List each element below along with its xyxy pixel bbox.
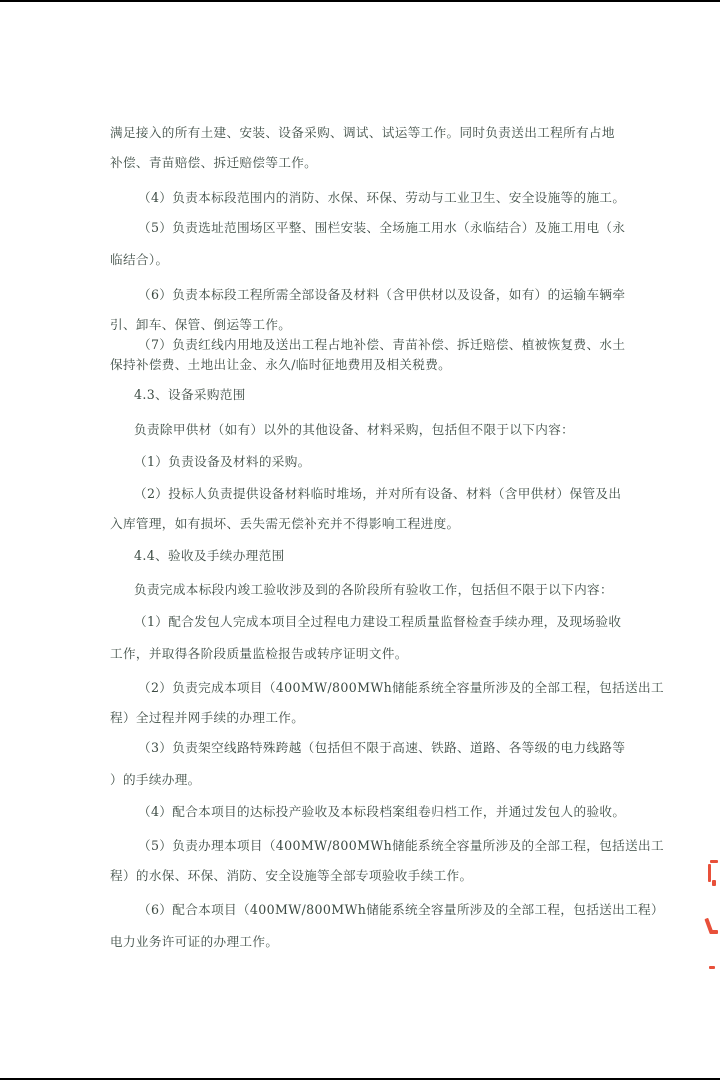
red-seal-stamp-partial (706, 858, 720, 978)
text-line: 满足接入的所有土建、安装、设备采购、调试、试运等工作。同时负责送出工程所有占地 (110, 125, 615, 140)
list-item-5: （5）负责办理本项目（400MW/800MWh储能系统全容量所涉及的全部工程，包括送出工 (138, 838, 664, 853)
top-border (0, 0, 720, 2)
text-line: 工作，并取得各阶段质量监检报告或转序证明文件。 (110, 646, 408, 661)
text-line: 保持补偿费、土地出让金、永久/临时征地费用及相关税费。 (110, 357, 452, 372)
text-line: ）的手续办理。 (110, 772, 201, 787)
list-item-6: （6）负责本标段工程所需全部设备及材料（含甲供材以及设备，如有）的运输车辆牵 (138, 287, 626, 302)
text-line: 引、卸车、保管、倒运等工作。 (110, 317, 292, 332)
list-item-4: （4）负责本标段范围内的消防、水保、环保、劳动与工业卫生、安全设施等的施工。 (138, 190, 626, 205)
list-item-3: （3）负责架空线路特殊跨越（包括但不限于高速、铁路、道路、各等级的电力线路等 (138, 740, 626, 755)
list-item-2: （2）负责完成本项目（400MW/800MWh储能系统全容量所涉及的全部工程，包括送出工 (138, 680, 664, 695)
text-line: 程）的水保、环保、消防、安全设施等全部专项验收手续工作。 (110, 868, 473, 883)
list-item-2: （2）投标人负责提供设备材料临时堆场，并对所有设备、材料（含甲供材）保管及出 (134, 486, 622, 501)
text-line: 临结合）。 (110, 252, 169, 267)
section-heading-4-3: 4.3、设备采购范围 (134, 387, 246, 402)
list-item-6: （6）配合本项目（400MW/800MWh储能系统全容量所涉及的全部工程，包括送出工程） (138, 902, 664, 917)
list-item-1: （1）负责设备及材料的采购。 (134, 454, 311, 469)
text-line: 入库管理，如有损坏、丢失需无偿补充并不得影响工程进度。 (110, 516, 460, 531)
section-intro: 负责除甲供材（如有）以外的其他设备、材料采购，包括但不限于以下内容： (134, 422, 575, 437)
list-item-7: （7）负责红线内用地及送出工程占地补偿、青苗补偿、拆迁赔偿、植被恢复费、水土 (138, 337, 626, 352)
text-line: 电力业务许可证的办理工作。 (110, 934, 279, 949)
list-item-5: （5）负责选址范围场区平整、围栏安装、全场施工用水（永临结合）及施工用电（永 (138, 220, 626, 235)
list-item-1: （1）配合发包人完成本项目全过程电力建设工程质量监督检查手续办理，及现场验收 (134, 614, 622, 629)
section-intro: 负责完成本标段内竣工验收涉及到的各阶段所有验收工作，包括但不限于以下内容： (134, 582, 613, 597)
list-item-4: （4）配合本项目的达标投产验收及本标段档案组卷归档工作，并通过发包人的验收。 (138, 804, 626, 819)
text-line: 程）全过程并网手续的办理工作。 (110, 710, 305, 725)
text-line: 补偿、青苗赔偿、拆迁赔偿等工作。 (110, 155, 318, 170)
section-heading-4-4: 4.4、验收及手续办理范围 (134, 548, 285, 563)
